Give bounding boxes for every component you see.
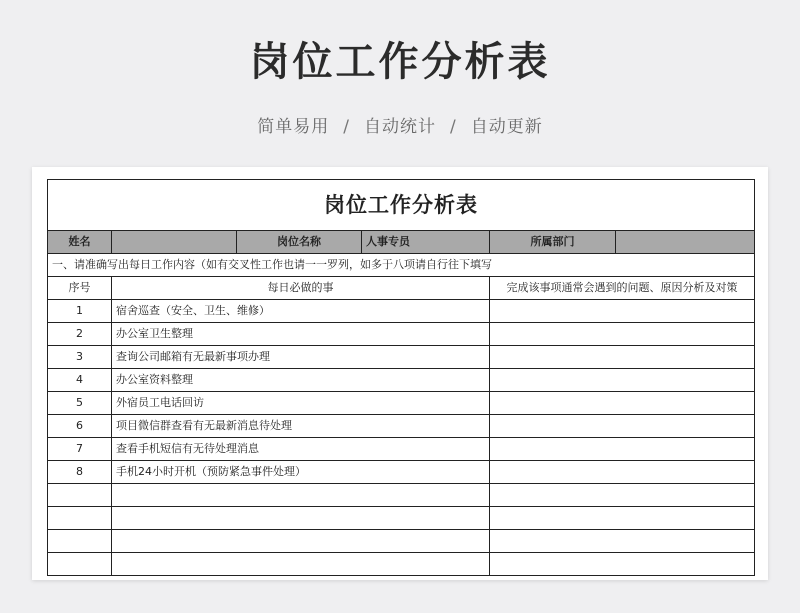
row-index [48, 484, 112, 507]
subtitle-separator: / [450, 117, 457, 137]
row-issues[interactable] [490, 300, 755, 323]
job-analysis-table [47, 179, 755, 576]
spreadsheet-preview [32, 167, 768, 580]
row-task[interactable]: 手机24小时开机（预防紧急事件处理） [112, 461, 490, 484]
row-index: 8 [48, 461, 112, 484]
subtitle-item-easy: 简单易用 [257, 117, 330, 137]
row-task[interactable]: 查看手机短信有无待处理消息 [112, 438, 490, 461]
dept-label: 所属部门 [490, 231, 616, 254]
table-row [48, 323, 755, 346]
row-index: 4 [48, 369, 112, 392]
subtitle-item-update: 自动更新 [470, 117, 543, 137]
row-index [48, 553, 112, 576]
row-task[interactable]: 办公室卫生整理 [112, 323, 490, 346]
table-row [48, 438, 755, 461]
name-label: 姓名 [48, 231, 112, 254]
row-task[interactable] [112, 507, 490, 530]
row-index [48, 530, 112, 553]
subtitle-item-stats: 自动统计 [364, 117, 436, 137]
column-header-issues: 完成该事项通常会遇到的问题、原因分析及对策 [490, 277, 755, 300]
row-index: 7 [48, 438, 112, 461]
row-task[interactable]: 查询公司邮箱有无最新事项办理 [112, 346, 490, 369]
table-row [48, 300, 755, 323]
column-header-row [48, 277, 755, 300]
column-header-index: 序号 [48, 277, 112, 300]
row-index: 1 [48, 300, 112, 323]
row-task[interactable] [112, 553, 490, 576]
row-issues[interactable] [490, 323, 755, 346]
table-row [48, 346, 755, 369]
position-label: 岗位名称 [237, 231, 362, 254]
table-row [48, 461, 755, 484]
table-row [48, 484, 755, 507]
table-row [48, 392, 755, 415]
page-subtitle [0, 112, 800, 137]
dept-value-cell[interactable] [616, 231, 755, 254]
row-issues[interactable] [490, 415, 755, 438]
sheet-title-row [48, 180, 755, 231]
row-task[interactable]: 外宿员工电话回访 [112, 392, 490, 415]
position-value-cell[interactable]: 人事专员 [362, 231, 490, 254]
row-issues[interactable] [490, 530, 755, 553]
table-row [48, 553, 755, 576]
row-index: 2 [48, 323, 112, 346]
info-row [48, 231, 755, 254]
row-issues[interactable] [490, 461, 755, 484]
column-header-task: 每日必做的事 [112, 277, 490, 300]
row-task[interactable]: 宿舍巡查（安全、卫生、维修） [112, 300, 490, 323]
instruction-text: 一、请准确写出每日工作内容（如有交叉性工作也请一一罗列，如多于八项请自行往下填写 [48, 254, 755, 277]
row-index: 3 [48, 346, 112, 369]
row-issues[interactable] [490, 438, 755, 461]
row-index: 5 [48, 392, 112, 415]
row-issues[interactable] [490, 553, 755, 576]
row-index: 6 [48, 415, 112, 438]
subtitle-separator: / [343, 117, 350, 137]
sheet-title: 岗位工作分析表 [48, 180, 755, 231]
table-row [48, 369, 755, 392]
instruction-row [48, 254, 755, 277]
row-issues[interactable] [490, 484, 755, 507]
table-row [48, 530, 755, 553]
row-task[interactable]: 项目微信群查看有无最新消息待处理 [112, 415, 490, 438]
table-row [48, 415, 755, 438]
row-issues[interactable] [490, 369, 755, 392]
row-issues[interactable] [490, 392, 755, 415]
table-row [48, 507, 755, 530]
name-value-cell[interactable] [112, 231, 237, 254]
row-task[interactable]: 办公室资料整理 [112, 369, 490, 392]
row-index [48, 507, 112, 530]
row-task[interactable] [112, 484, 490, 507]
row-task[interactable] [112, 530, 490, 553]
row-issues[interactable] [490, 346, 755, 369]
page-title: 岗位工作分析表 [249, 39, 551, 85]
row-issues[interactable] [490, 507, 755, 530]
